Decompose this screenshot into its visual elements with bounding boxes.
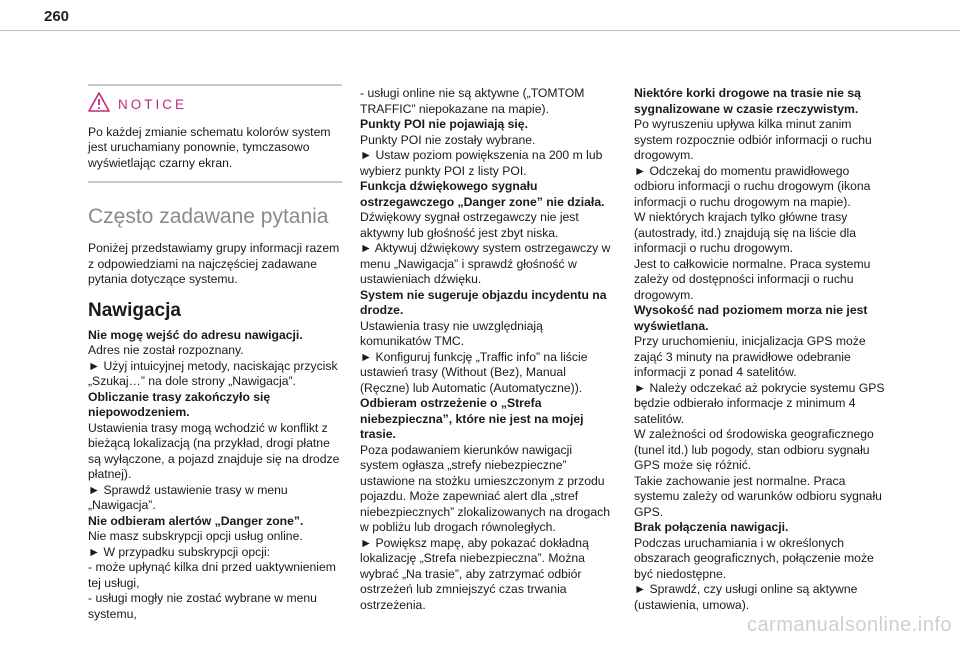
paragraph: Poza podawaniem kierunków nawigacji system ogłasza „strefy niebezpieczne” ustawione na stożku umieszczonym z przodu pojazdu. Może zapewniać alert dla „stref niebezpiecznych” zlokalizowanych na drogach w pobliżu lub drogach równoległych.: [360, 442, 610, 534]
paragraph: ► Ustaw poziom powiększenia na 200 m lub wybierz punkty POI z listy POI.: [360, 148, 603, 178]
paragraph: Podczas uruchamiania i w określonych obszarach geograficznych, połączenie może być niedostępne.: [634, 535, 874, 581]
paragraph: - usługi mogły nie zostać wybrane w menu systemu,: [88, 591, 317, 621]
notice-text: Po każdej zmianie schematu kolorów system jest uruchamiany ponownie, tymczasowo wyświetlając czarny ekran.: [88, 124, 331, 170]
paragraph: W niektórych krajach tylko główne trasy (autostrady, itd.) znajdują się na liście dla informacji o ruchu drogowym.: [634, 210, 856, 255]
paragraph: Odbieram ostrzeżenie o „Strefa niebezpieczna”, które nie jest na mojej trasie.: [360, 396, 584, 441]
paragraph: Dźwiękowy sygnał ostrzegawczy nie jest aktywny lub głośność jest zbyt niska.: [360, 210, 579, 240]
column-2: [360, 86, 614, 613]
paragraph: Po wyruszeniu upływa kilka minut zanim system rozpocznie odbiór informacji o ruchu drogowym.: [634, 117, 872, 162]
paragraph: Nie mogę wejść do adresu nawigacji.: [88, 327, 303, 342]
paragraph: ► Sprawdź, czy usługi online są aktywne (ustawienia, umowa).: [634, 582, 858, 612]
paragraph: Niektóre korki drogowe na trasie nie są sygnalizowane w czasie rzeczywistym.: [634, 86, 861, 116]
paragraph: ► Aktywuj dźwiękowy system ostrzegawczy w menu „Nawigacja” i sprawdź głośność w ustawieniach dźwięku.: [360, 241, 611, 286]
paragraph: - usługi online nie są aktywne („TOMTOM TRAFFIC” niepokazane na mapie).: [360, 86, 585, 116]
watermark: carmanualsonline.info: [746, 614, 952, 636]
column-1-paragraphs: [88, 328, 342, 623]
header-divider: [0, 30, 960, 31]
paragraph: Ustawienia trasy mogą wchodzić w konflikt z bieżącą lokalizacją (na przykład, drogi płatne są wyłączone, a pojazd znajduje się na drodze płatnej).: [88, 420, 340, 481]
paragraph: Takie zachowanie jest normalne. Praca systemu zależy od warunków odbioru sygnału GPS.: [634, 473, 882, 519]
paragraph: W zależności od środowiska geograficznego (tunel itd.) lub pogody, stan odbioru sygnału GPS może się różnić.: [634, 427, 874, 472]
faq-intro: Poniżej przedstawiamy grupy informacji razem z odpowiedziami na najczęściej zadawane pytania dotyczące systemu.: [88, 241, 340, 286]
paragraph: Ustawienia trasy nie uwzględniają komunikatów TMC.: [360, 318, 543, 348]
paragraph: ► Konfiguruj funkcję „Traffic info” na liście ustawień trasy (Without (Bez), Manual (Ręczne) lub Automatic (Automatyczne)).: [360, 349, 588, 395]
navigation-heading: Nawigacja: [88, 299, 181, 321]
paragraph: Funkcja dźwiękowego sygnału ostrzegawczego „Danger zone” nie działa.: [360, 179, 605, 209]
page-number: 260: [44, 8, 70, 25]
paragraph: ► Odczekaj do momentu prawidłowego odbioru informacji o ruchu drogowym (ikona informacji o ruchu drogowym na mapie).: [634, 163, 871, 209]
column-1: [88, 84, 342, 622]
notice-box: [88, 84, 342, 183]
paragraph: Punkty POI nie zostały wybrane.: [360, 132, 536, 147]
warning-triangle-icon: [88, 92, 110, 117]
notice-header: [88, 92, 342, 117]
paragraph: Jest to całkowicie normalne. Praca systemu zależy od dostępności informacji o ruchu drogowym.: [634, 256, 871, 302]
paragraph: Nie masz subskrypcji opcji usług online.: [88, 529, 303, 543]
notice-title: NOTICE: [118, 96, 188, 112]
column-3: [634, 86, 888, 613]
paragraph: Nie odbieram alertów „Danger zone”.: [88, 513, 304, 528]
faq-heading: Często zadawane pytania: [88, 205, 329, 228]
paragraph: ► Sprawdź ustawienie trasy w menu „Nawigacja”.: [88, 482, 288, 512]
paragraph: Punkty POI nie pojawiają się.: [360, 117, 528, 131]
paragraph: ► Należy odczekać aż pokrycie systemu GPS będzie odbierało informacje z minimum 4 satelitów.: [634, 380, 885, 426]
paragraph: Adres nie został rozpoznany.: [88, 343, 244, 357]
paragraph: Wysokość nad poziomem morza nie jest wyświetlana.: [634, 303, 868, 333]
paragraph: ► Powiększ mapę, aby pokazać dokładną lokalizację „Strefa niebezpieczna”. Można wybrać „Na trasie”, aby zatrzymać odbiór ostrzeżeń lub zmniejszyć czas trwania ostrzeżenia.: [360, 535, 589, 612]
paragraph: Przy uruchomieniu, inicjalizacja GPS może zająć 3 minuty na prawidłowe odebranie informacji z ponad 4 satelitów.: [634, 334, 866, 379]
paragraph: Obliczanie trasy zakończyło się niepowodzeniem.: [88, 389, 271, 419]
paragraph: Brak połączenia nawigacji.: [634, 520, 789, 534]
paragraph: ► W przypadku subskrypcji opcji:: [88, 544, 271, 559]
paragraph: - może upłynąć kilka dni przed uaktywnieniem tej usługi,: [88, 560, 336, 590]
paragraph: System nie sugeruje objazdu incydentu na drodze.: [360, 287, 607, 317]
paragraph: ► Użyj intuicyjnej metody, naciskając przycisk „Szukaj…” na dole strony „Nawigacja”.: [88, 358, 338, 388]
